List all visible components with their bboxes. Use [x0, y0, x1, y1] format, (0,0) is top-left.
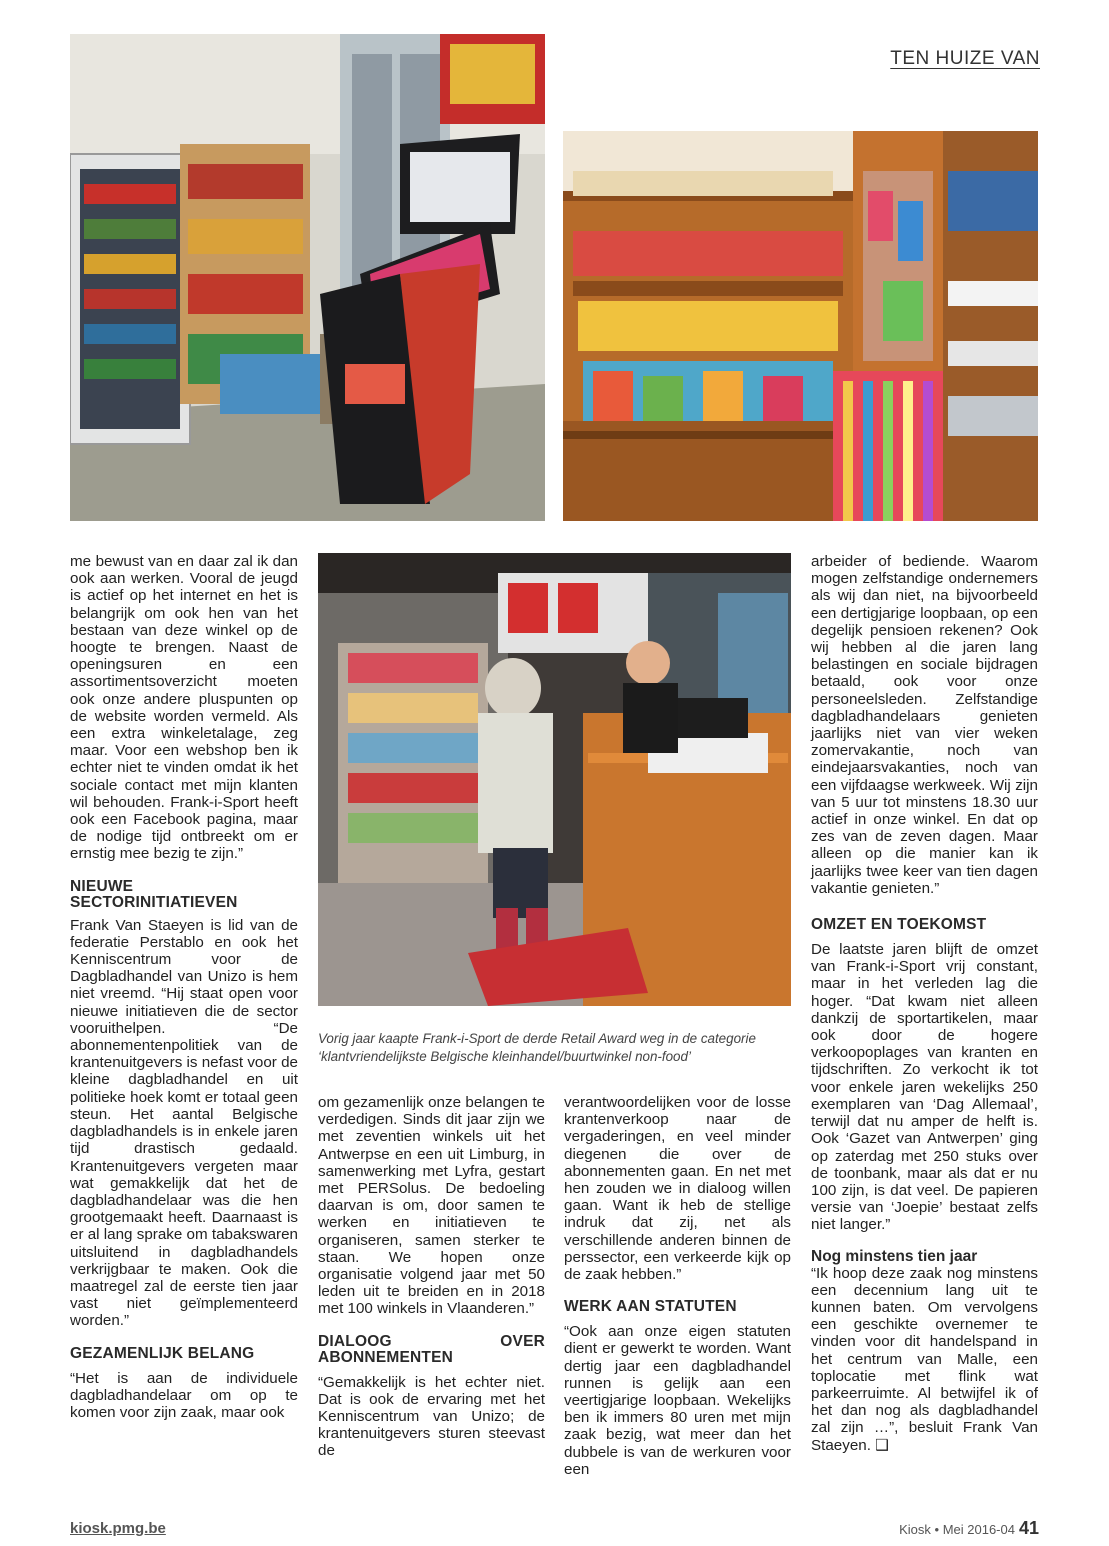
heading-gezamenlijk-belang: GEZAMENLIJK BELANG	[70, 1344, 255, 1362]
heading-omzet-en-toekomst: OMZET EN TOEKOMST	[811, 916, 987, 934]
paragraph: verantwoordelijken voor de losse krantenverkoop naar de vergaderingen, en veel minder diegenen die over de abonnementen gaan. En net met hen zouden we in dialoog willen gaan. Want ik heb de stellige indruk dat zij, net als verschillende anderen binnen de perssector, een verkeerde kijk op de zaak hebben.”	[564, 1094, 791, 1284]
footer-issue-info	[899, 1518, 1039, 1539]
photo-magazine-shelves	[563, 131, 1038, 521]
paragraph: “Ook aan onze eigen statuten dient er gewerkt te worden. Want dertig jaar een dagbladhandel runnen is gelijk aan een veertigjarige loopbaan. Wekelijks ben ik immers 80 uren met mijn zaak bezig, wat meer dan het dubbele is van de werkuren voor een	[564, 1323, 791, 1478]
photo-caption: Vorig jaar kaapte Frank-i-Sport de derde Retail Award weg in de categorie ‘klantvriendelijkste Belgische kleinhandel/buurtwinkel non-food’	[318, 1031, 756, 1064]
text-column-middle-2	[564, 1094, 791, 1478]
paragraph: “Het is aan de individuele dagbladhandelaar om op te komen voor zijn zaak, maar ook	[70, 1369, 298, 1421]
paragraph: De laatste jaren blijft de omzet van Frank-i-Sport vrij constant, maar in het verleden lag die hoger. “Dat kwam niet alleen dankzij de sportartikelen, maar ook door de hogere verkoopoplages van kranten en tijdschriften. Zo verkocht ik tot voor enkele jaren wekelijks 250 exemplaren van ‘Dag Allemaal’, terwijl dat nu amper de helft is. Ook ‘Gazet van Antwerpen’ ging op zaterdag met 250 stuks over de toonbank, maar als dat er nu 100 zijn, is dat veel. De papieren versie van ‘Joepie’ bestaat zelfs niet langer.”	[811, 941, 1038, 1234]
photo-shop-counter	[318, 553, 791, 1006]
paragraph: Frank Van Staeyen is lid van de federatie Perstablo en ook het Kenniscentrum voor de Dagbladhandel van Unizo is hem niet vreemd. “Hij staat open voor nieuwe initiatieven die de sector vooruithelpen. “De abonnementenpolitiek van de krantenuitgevers is nefast voor de kleine dagbladhandel en uit politieke hoek komt er totaal geen steun. Het aantal Belgische dagbladhandels is in enkele jaren tijd drastisch gedaald. Krantenuitgevers vergeten maar wat gemakkelijk dat het de dagbladhandelaar was die hen grootgemaakt heeft. Daarnaast is er al lang sprake om tabakswaren uitsluitend in dagbladhandels verkrijgbaar te maken. Ook die maatregel zal de eerste tien jaar vast niet geïmplementeerd worden.”	[70, 916, 298, 1330]
heading-nieuwe-sectorinitiatieven: NIEUWE SECTORINITIATIEVEN	[70, 877, 238, 911]
heading-dialoog-over-abonnementen: DIALOOG OVER ABONNEMENTEN	[318, 1332, 545, 1366]
text-column-right	[811, 553, 1038, 1454]
paragraph: om gezamenlijk onze belangen te verdedigen. Sinds dit jaar zijn we met zeventien winkels uit het Antwerpse en een uit Limburg, in samenwerking met Lyfra, gestart met PERSolus. De bedoeling daarvan is om, door samen te werken en initiatieven te organiseren, samen sterker te staan. We hopen onze organisatie volgend jaar met 50 leden uit te breiden en in 2018 met 100 winkels in Vlaanderen.”	[318, 1094, 545, 1318]
paragraph: “Gemakkelijk is het echter niet. Dat is ook de ervaring met het Kenniscentrum van Unizo; de krantenuitgevers sturen steevast de	[318, 1373, 545, 1460]
heading-werk-aan-statuten: WERK AAN STATUTEN	[564, 1298, 737, 1316]
paragraph: “Ik hoop deze zaak nog minstens een decennium lang uit te kunnen baten. Om vervolgens een geschikte overnemer te vinden voor dit handelspand in het centrum van Malle, een toplocatie met flink wat parkeerruimte. Al betwijfel ik of het dan nog als dagbladhandel zal zijn …”, besluit Frank Van Staeyen. ❑	[811, 1264, 1038, 1454]
heading-nog-minstens-tien-jaar: Nog minstens tien jaar	[811, 1247, 978, 1265]
text-column-middle-1	[318, 1094, 545, 1460]
text-column-left	[70, 553, 298, 1421]
photo-kiosk-terminal	[70, 34, 545, 521]
paragraph: me bewust van en daar zal ik dan ook aan werken. Vooral de jeugd is actief op het internet en het is belangrijk om ook hen van het bestaan van deze winkel op de hoogte te brengen. Naast de openingsuren en een assortimentsoverzicht moeten ook onze andere pluspunten op de website worden vermeld. Als een extra winkeletalage, zeg maar. Voor een webshop ben ik echter niet te vinden omdat ik het sociale contact met mijn klanten wil behouden. Frank-i-Sport heeft ook een Facebook pagina, maar de nodige tijd ontbreekt om er ernstig mee bezig te zijn.”	[70, 553, 298, 863]
issue-label: Kiosk • Mei 2016-04	[899, 1522, 1015, 1537]
page-number: 41	[1018, 1518, 1039, 1538]
footer-website-link[interactable]: kiosk.pmg.be	[70, 1520, 166, 1537]
section-label: TEN HUIZE VAN	[890, 48, 1040, 69]
paragraph: arbeider of bediende. Waarom mogen zelfstandige ondernemers als wij dan niet, na bijvoorbeeld een dertigjarige loopbaan, op een degelijk pensioen rekenen? Ook wij hebben al die jaren lang belastingen en sociale bijdragen betaald, ook voor onze personeelsleden. Zelfstandige dagbladhandelaars genieten jaarlijks niet van vier weken zomervakantie, noch van eindejaarsvakanties, noch van een vijfdaagse werkweek. Wij zijn van 5 uur tot minstens 18.30 uur actief in onze winkel. En dat op zes van de zeven dagen. Maar alleen op die manier kan ik jaarlijks twee keer van tien dagen vakantie genieten.”	[811, 553, 1038, 897]
